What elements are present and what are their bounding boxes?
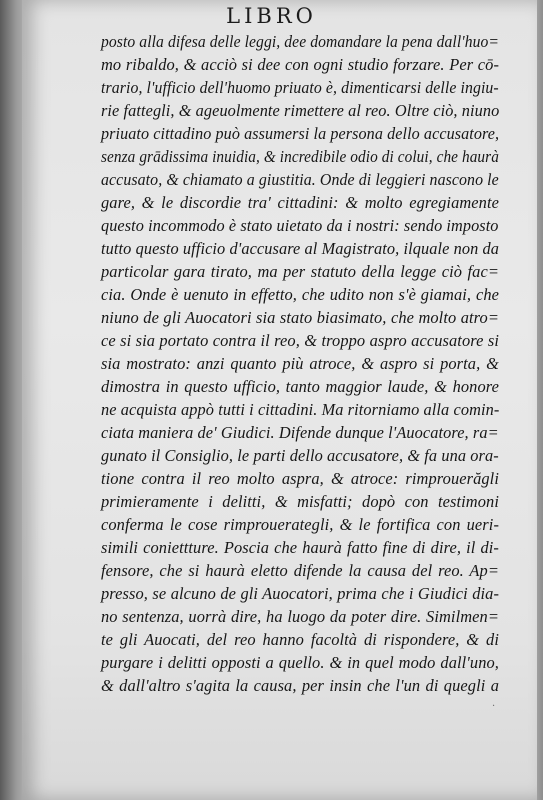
text-line: ne acquista appò tutti i cittadini. Ma ritorniamo alla comin- (101, 400, 500, 419)
text-line: accusato, & chiamato a giustitia. Onde di leggieri nascono le (101, 170, 499, 189)
text-line: & dall'altro s'agita la causa, per insin che l'un di quegli a (101, 676, 499, 695)
text-line: te gli Auocati, del reo hanno facoltà di rispondere, & di (101, 630, 499, 649)
text-line: cia. Onde è uenuto in effetto, che udito non s'è giamai, che (101, 285, 499, 304)
page-edge-mark: · (492, 701, 496, 712)
text-line: mo ribaldo, & acciò si dee con ogni studio forzare. Per cō- (101, 55, 499, 74)
text-line: purgare i delitti opposti a quello. & in quel modo dall'uno, (101, 653, 499, 672)
text-line: no sentenza, uorrà dire, ha luogo da poter dire. Similmen= (101, 607, 499, 626)
text-line: priuato cittadino può assumersi la persona dello accusatore, (101, 124, 500, 143)
text-line: fensore, che si haurà eletto difende la causa del reo. Ap= (101, 561, 499, 580)
text-line: rie fattegli, & ageuolmente rimettere al reo. Oltre ciò, niuno (101, 101, 500, 120)
text-line: conferma le cose rimprouerategli, & le fortifica con ueri- (101, 515, 499, 534)
text-line: simili coniettture. Poscia che haurà fatto fine di dire, il di- (101, 538, 499, 557)
text-line: tutto questo ufficio d'accusare al Magistrato, ilquale non da (101, 239, 500, 258)
text-line: trario, l'ufficio dell'huomo priuato è, dimenticarsi delle ingiu- (101, 78, 499, 97)
text-line: dimostra in questo ufficio, tanto maggior laude, & honore (101, 377, 499, 396)
text-line: ciata maniera de' Giudici. Difende dunque l'Auocatore, ra= (101, 423, 499, 442)
text-line: senza grādissima inuidia, & incredibile odio di colui, che haurà (101, 147, 499, 166)
text-line: niuno de gli Auocatori sia stato biasimato, che molto atro= (101, 308, 499, 327)
text-line: questo incommodo è stato uietato da i nostri: sendo imposto (101, 216, 499, 235)
text-line: gunato il Consiglio, le parti dello accusatore, & fa una ora- (101, 446, 499, 465)
body-text (101, 30, 499, 697)
text-line: primieramente i delitti, & misfatti; dopò con testimoni (101, 492, 499, 511)
text-line: posto alla difesa delle leggi, dee domandare la pena dall'huo= (101, 32, 500, 51)
text-line: gare, & le discordie tra' cittadini: & molto egregiamente (101, 193, 499, 212)
text-line: particolar gara tirato, ma per statuto della legge ciò fac= (101, 262, 499, 281)
running-title: LIBRO (226, 4, 317, 28)
text-line: ce si sia portato contra il reo, & troppo aspro accusatore si (101, 331, 499, 350)
text-line: presso, se alcuno de gli Auocatori, prima che i Giudici dia- (101, 584, 499, 603)
text-line: tione contra il reo molto aspra, & atroce: rimprouerăgli (101, 469, 499, 488)
text-line: sia mostrato: anzi quanto più atroce, & aspro si porta, & (101, 354, 499, 373)
